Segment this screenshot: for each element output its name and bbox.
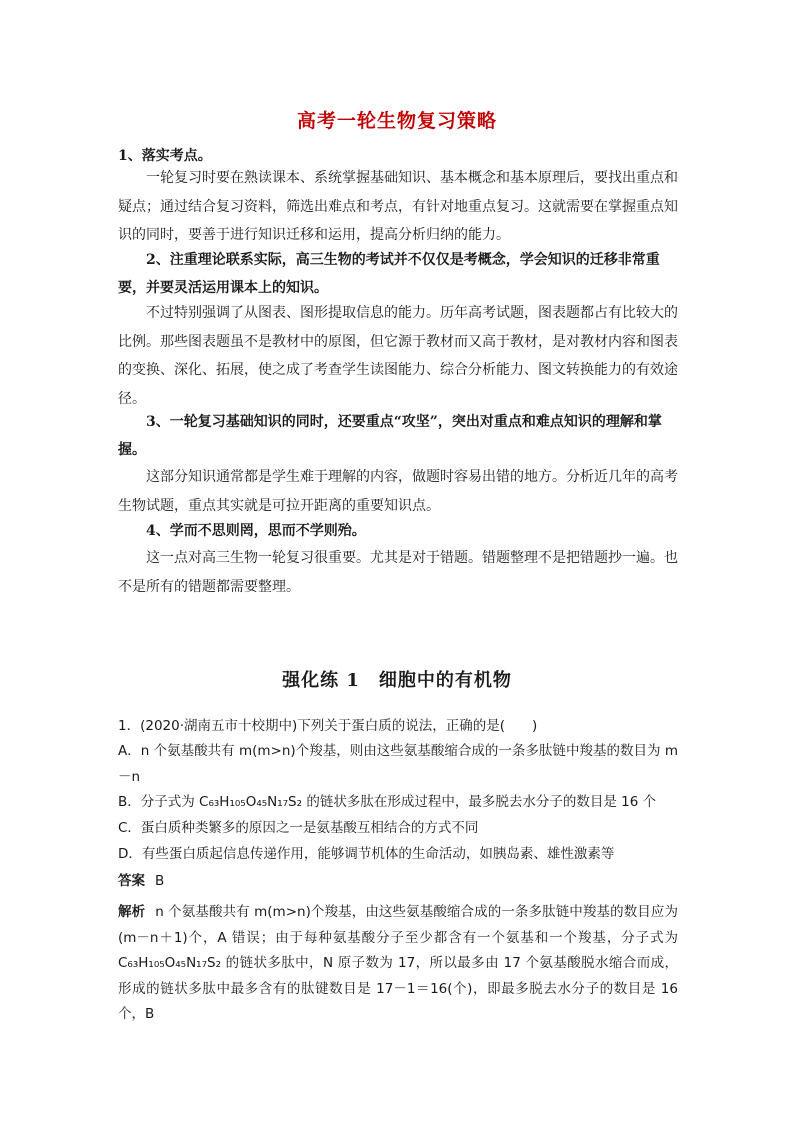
section-2-heading: 2、注重理论联系实际，高三生物的考试并不仅仅是考概念，学会知识的迁移非常重要，并要灵活运用课本上的知识。 <box>118 252 660 296</box>
option-d: D．有些蛋白质起信息传递作用，能够调节机体的生命活动，如胰岛素、雄性激素等 <box>118 846 615 862</box>
analysis-text: n 个氨基酸共有 m(m>n)个羧基，由这些氨基酸缩合成的一条多肽链中羧基的数目应为(m－n＋1)个，A 错误；由于每种氨基酸分子至少都含有一个氨基和一个羧基，分子式为 C₆₃H₁₀₅O₄₅N₁₇S₂ 的链状多肽中，N 原子数为 17，所以最多由 17 个氨基酸脱水缩合而成，形成的链状多肽中最多含有的肽键数目是 17－1＝16(个)，即最多脱去水分子的数目是 16 个，B <box>118 904 679 1022</box>
option-b: B．分子式为 C₆₃H₁₀₅O₄₅N₁₇S₂ 的链状多肽在形成过程中，最多脱去水分子的数目是 16 个 <box>118 794 657 810</box>
analysis-paragraph <box>118 900 678 1028</box>
section-3-body: 这部分知识通常都是学生难于理解的内容，做题时容易出错的地方。分析近几年的高考生物试题，重点其实就是可拉开距离的重要知识点。 <box>118 469 678 514</box>
section-1-body: 一轮复习时要在熟读课本、系统掌握基础知识、基本概念和基本原理后，要找出重点和疑点；通过结合复习资料，筛选出难点和考点，有针对地重点复习。这就需要在掌握重点知识的同时，要善于进行知识迁移和运用，提高分析归纳的能力。 <box>118 170 678 243</box>
option-a: A．n 个氨基酸共有 m(m>n)个羧基，则由这些氨基酸缩合成的一条多肽链中羧基的数目为 m－n <box>118 743 678 785</box>
page-title: 高考一轮生物复习策略 <box>296 110 497 132</box>
section-2-body: 不过特别强调了从图表、图形提取信息的能力。历年高考试题，图表题都占有比较大的比例。那些图表题虽不是教材中的原图，但它源于教材而又高于教材，是对教材内容和图表的变换、深化、拓展，使之成了考查学生读图能力、综合分析能力、图文转换能力的有效途径。 <box>118 305 678 407</box>
answer-line <box>118 869 678 895</box>
exercise-heading: 强化练 1 细胞中的有机物 <box>282 670 512 691</box>
section-4-heading: 4、学而不思则罔，思而不学则殆。 <box>146 523 366 539</box>
option-c: C．蛋白质种类繁多的原因之一是氨基酸互相结合的方式不同 <box>118 820 479 836</box>
answer-label: 答案 <box>118 873 145 889</box>
question-stem: 1．(2020·湖南五市十校期中)下列关于蛋白质的说法，正确的是( ) <box>118 718 538 734</box>
analysis-label: 解析 <box>118 904 146 920</box>
answer-value: B <box>155 873 165 889</box>
section-1-heading: 1、落实考点。 <box>118 148 212 164</box>
section-4-body: 这一点对高三生物一轮复习很重要。尤其是对于错题。错题整理不是把错题抄一遍。也不是所有的错题都需要整理。 <box>118 550 678 595</box>
section-3-heading: 3、一轮复习基础知识的同时，还要重点“攻坚”，突出对重点和难点知识的理解和掌握。 <box>118 414 662 458</box>
